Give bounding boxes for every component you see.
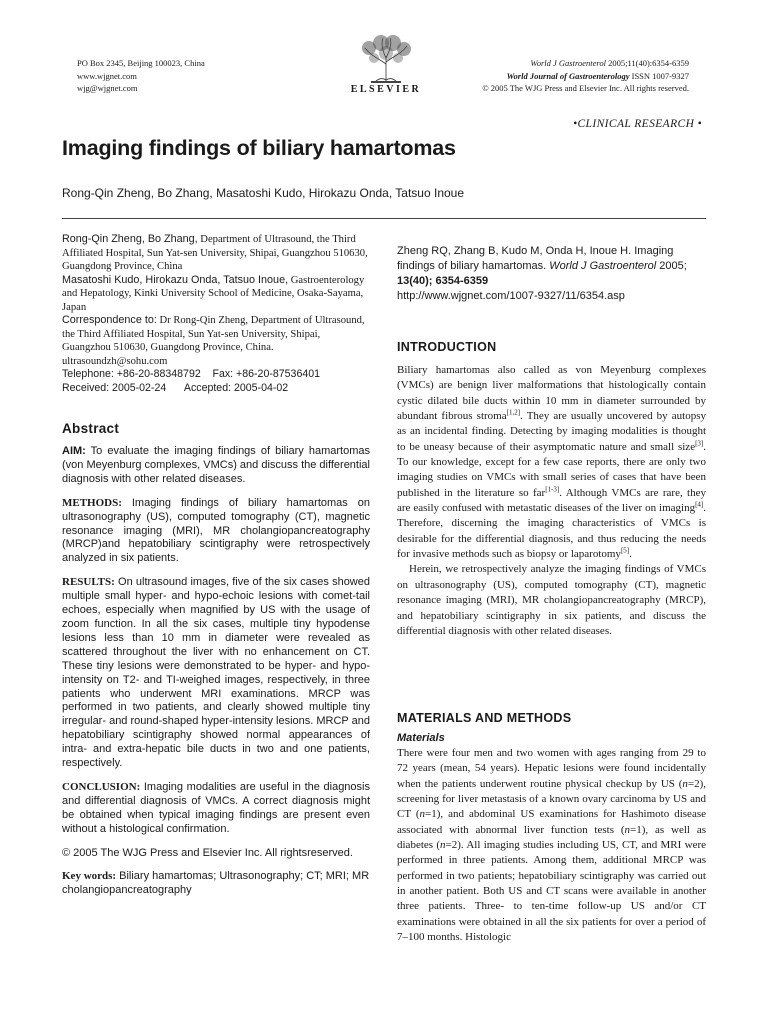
introduction-body	[397, 363, 706, 639]
reference-link[interactable]: [3]	[695, 439, 704, 448]
introduction-paragraph-2: Herein, we retrospectively analyze the imaging findings of VMCs on ultrasonography (US), computed tomography (CT), magnetic resonance imaging (MRI), MR cholangiopancreatography (MRCP), and hepatobiliary scintigraphy in six patients, and discuss the differential diagnosis with other related diseases.	[397, 563, 706, 637]
abstract-aim: AIM: To evaluate the imaging findings of biliary hamartomas (von Meyenburg complexes, VMCs) and discuss the differential diagnosis with other related diseases.	[62, 445, 370, 485]
methods-body	[397, 746, 706, 945]
contact-phone-fax: Telephone: +86-20-88348792 Fax: +86-20-87536401	[62, 368, 321, 380]
abstract-body	[62, 445, 370, 908]
reference-link[interactable]: [1,2]	[506, 408, 521, 417]
abstract-methods: METHODS: Imaging findings of biliary hamartomas on ultrasonography (US), computed tomography (CT), magnetic resonance imaging (MRI), MR cholangiopancreatography (MRCP)and hepatobiliary scintigraphy were retrospectively analyzed in six patients.	[62, 496, 370, 565]
journal-address	[77, 57, 205, 95]
keywords: Key words: Biliary hamartomas; Ultrasonography; CT; MRI; MR cholangiopancreatography	[62, 870, 370, 897]
affiliation-2: Masatoshi Kudo, Hirokazu Onda, Tatsuo Inoue, Gastroenterology and Hepatology, Kinki University School of Medicine, Osaka-Sayama, Japan	[62, 273, 365, 313]
citation-block: Zheng RQ, Zhang B, Kudo M, Onda H, Inoue H. Imaging findings of biliary hamartomas. World J Gastroenterol 2005; 13(40); 6354-6359 http://www.wjgnet.com/1007-9327/11/6354.asp	[397, 245, 687, 302]
introduction-heading: INTRODUCTION	[397, 340, 497, 354]
received-accepted-dates: Received: 2005-02-24 Accepted: 2005-04-02	[62, 381, 289, 394]
methods-paragraph: There were four men and two women with ages ranging from 29 to 72 years (mean, 54 years). Hepatic lesions were found incidentally when the patients underwent routine physical checkup by US (n=2), screening for liver metastasis of a known ovary carcinoma by US and CT (n=1), and abdominal US examinations for Hashimoto disease associated with abnormal liver function tests (n=1), as well as diabetes (n=2). All imaging studies including US, CT, and MRI were performed in three patients. Among them, additional MRCP was performed in two patients; hepatobiliary scintigraphy was carried out in another patient. Both US and CT scans were available in another three patients. Three- to ten-time follow-up US and/or CT examinations were obtained in all the six patients for over a period of 7–100 months. Histologic	[397, 747, 707, 944]
abstract-heading: Abstract	[62, 421, 120, 436]
journal-copyright: © 2005 The WJG Press and Elsevier Inc. All rights reserved.	[482, 83, 689, 93]
citation-journal: World J Gastroenterol	[546, 260, 657, 272]
abstract-copyright: © 2005 The WJG Press and Elsevier Inc. All rightsreserved.	[62, 846, 353, 859]
header-divider	[62, 218, 706, 219]
introduction-paragraph-1: Biliary hamartomas also called as von Meyenburg complexes (VMCs) are benign liver malformations that histologically contain cystic dilated bile ducts within 10 mm in diameter surrounded by abundant fibrous stroma[1,2]. They are usually uncovered by autopsy as an incidental finding. Detecting by imaging modalities is thought to be uneasy because of their asymptomatic nature and small size[3]. To our knowledge, except for a few case reports, there are only two imaging studies on VMCs with small series of cases that have been published in the literature so far[1-3]. Although VMCs are rare, they are easily confused with metastatic diseases of the liver on imaging[4]. Therefore, discerning the imaging characteristics of VMCs is desirable for the differential diagnosis, and thus reducing the needs for invasive methods such as biopsy or laparotomy[5].	[397, 364, 706, 561]
citation-url-link[interactable]: http://www.wjgnet.com/1007-9327/11/6354.asp	[397, 290, 625, 302]
publisher-logo-text: ELSEVIER	[350, 84, 422, 95]
journal-full-name: World Journal of Gastroenterology	[506, 70, 630, 81]
correspondence: Correspondence to: Dr Rong-Qin Zheng, Department of Ultrasound, the Third Affiliated Hospital, Sun Yat-sen University, Shipai, Guangzhou 510630, Guangdong Province, China. ultrasoundzh@sohu.com	[62, 314, 365, 367]
affiliation-1: Rong-Qin Zheng, Bo Zhang, Department of Ultrasound, the Third Affiliated Hospital, Sun Yat-sen University, Shipai, Guangzhou 510630, Guangdong Province, China	[62, 233, 368, 272]
journal-reference	[482, 57, 689, 95]
journal-abbrev: World J Gastroenterol	[530, 58, 606, 68]
abstract-results: RESULTS: On ultrasound images, five of the six cases showed multiple small hyper- and hypo-echoic lesions with comet-tail echoes, especially when magnified by US with the usage of zoom function. In all the six cases, multiple tiny hypodense lesions less than 10 mm in diameter were revealed as scattered throughout the liver with no enhancement on CT. These tiny lesions were demonstrated to be hyper- and hypo-intensity on T2- and TI-weighed images, respectively, in three patients who underwent MRI examinations. MRCP was performed in two patients, and clearly showed multiple tiny irregular- and round-shaped hyper-intensity lesions. MRCP and hepatobiliary scintigraphy showed normal appearances of intra- and extra-hepatic bile ducts in two and one patients, respectively.	[62, 576, 370, 770]
methods-heading: MATERIALS AND METHODS	[397, 711, 572, 725]
section-label: •CLINICAL RESEARCH •	[573, 118, 702, 130]
author-list: Rong-Qin Zheng, Bo Zhang, Masatoshi Kudo, Hirokazu Onda, Tatsuo Inoue	[62, 186, 465, 200]
affiliation-block	[62, 233, 370, 395]
website-link[interactable]: www.wjgnet.com	[77, 70, 137, 81]
materials-subheading: Materials	[397, 732, 445, 744]
reference-link[interactable]: [1-3]	[545, 485, 560, 494]
journal-issn: ISSN 1007-9327	[629, 70, 689, 81]
reference-link[interactable]: [4]	[695, 500, 704, 509]
email-link[interactable]: wjg@wjgnet.com	[77, 83, 138, 93]
journal-volume: 2005;11(40):6354-6359	[605, 58, 689, 68]
address-line: PO Box 2345, Beijing 100023, China	[77, 58, 205, 68]
reference-link[interactable]: [5]	[620, 546, 630, 555]
abstract-conclusion: CONCLUSION: Imaging modalities are useful in the diagnosis and differential diagnosis of VMCs. A correct diagnosis might be obtained when typical imaging findings are present even without a histological confirmation.	[62, 780, 370, 835]
article-title: Imaging findings of biliary hamartomas	[62, 136, 456, 160]
